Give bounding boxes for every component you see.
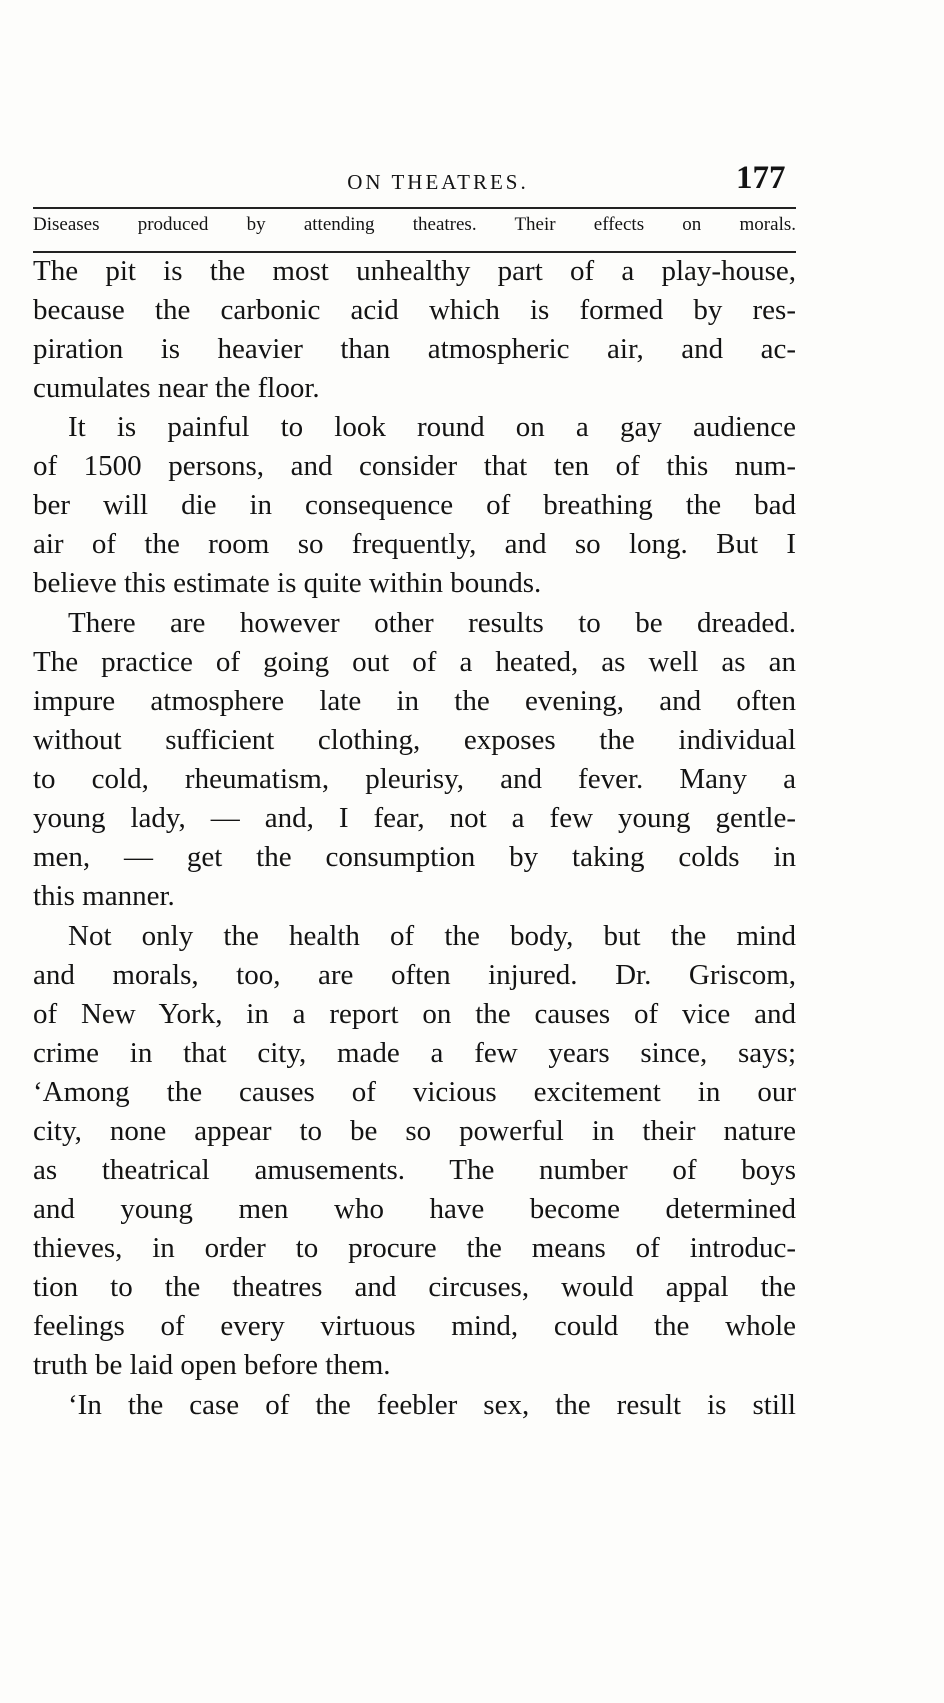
text-line: ber will die in consequence of breathing the bad — [33, 489, 796, 521]
text-line: tion to the theatres and circuses, would appal the — [33, 1271, 796, 1303]
text-line: feelings of every virtuous mind, could the whole — [33, 1310, 796, 1342]
text-line: this manner. — [33, 880, 175, 912]
text-line: because the carbonic acid which is formed by res- — [33, 294, 796, 326]
text-line: There are however other results to be dreaded. — [68, 607, 796, 639]
text-line: believe this estimate is quite within bounds. — [33, 567, 542, 599]
text-line: The pit is the most unhealthy part of a play-house, — [33, 255, 796, 287]
text-line: truth be laid open before them. — [33, 1349, 391, 1381]
text-line: and young men who have become determined — [33, 1193, 796, 1225]
text-line: air of the room so frequently, and so long. But I — [33, 528, 796, 560]
text-line: men, — get the consumption by taking colds in — [33, 841, 796, 873]
text-line: as theatrical amusements. The number of boys — [33, 1154, 796, 1186]
text-line: impure atmosphere late in the evening, and often — [33, 685, 796, 717]
running-title: ON THEATRES. — [347, 170, 529, 194]
text-line: ‘In the case of the feebler sex, the result is still — [68, 1389, 796, 1421]
text-line: It is painful to look round on a gay audience — [68, 411, 796, 443]
text-line: cumulates near the floor. — [33, 372, 320, 404]
text-line: The practice of going out of a heated, as well as an — [33, 646, 796, 678]
header-rule-top — [33, 207, 796, 209]
text-line: city, none appear to be so powerful in their nature — [33, 1115, 796, 1147]
text-line: and morals, too, are often injured. Dr. Griscom, — [33, 959, 796, 991]
text-line: to cold, rheumatism, pleurisy, and fever. Many a — [33, 763, 796, 795]
text-line: of 1500 persons, and consider that ten of this num- — [33, 450, 796, 482]
text-line: thieves, in order to procure the means of introduc- — [33, 1232, 796, 1264]
text-line: ‘Among the causes of vicious excitement in our — [33, 1076, 796, 1108]
page-number: 177 — [736, 160, 786, 196]
text-line: of New York, in a report on the causes of vice and — [33, 998, 796, 1030]
text-line: piration is heavier than atmospheric air, and ac- — [33, 333, 796, 365]
chapter-subtitle: Diseases produced by attending theatres. Their effects on morals. — [33, 214, 796, 235]
text-line: Not only the health of the body, but the mind — [68, 920, 796, 952]
text-line: without sufficient clothing, exposes the individual — [33, 724, 796, 756]
text-line: young lady, — and, I fear, not a few young gentle- — [33, 802, 796, 834]
text-line: crime in that city, made a few years since, says; — [33, 1037, 796, 1069]
